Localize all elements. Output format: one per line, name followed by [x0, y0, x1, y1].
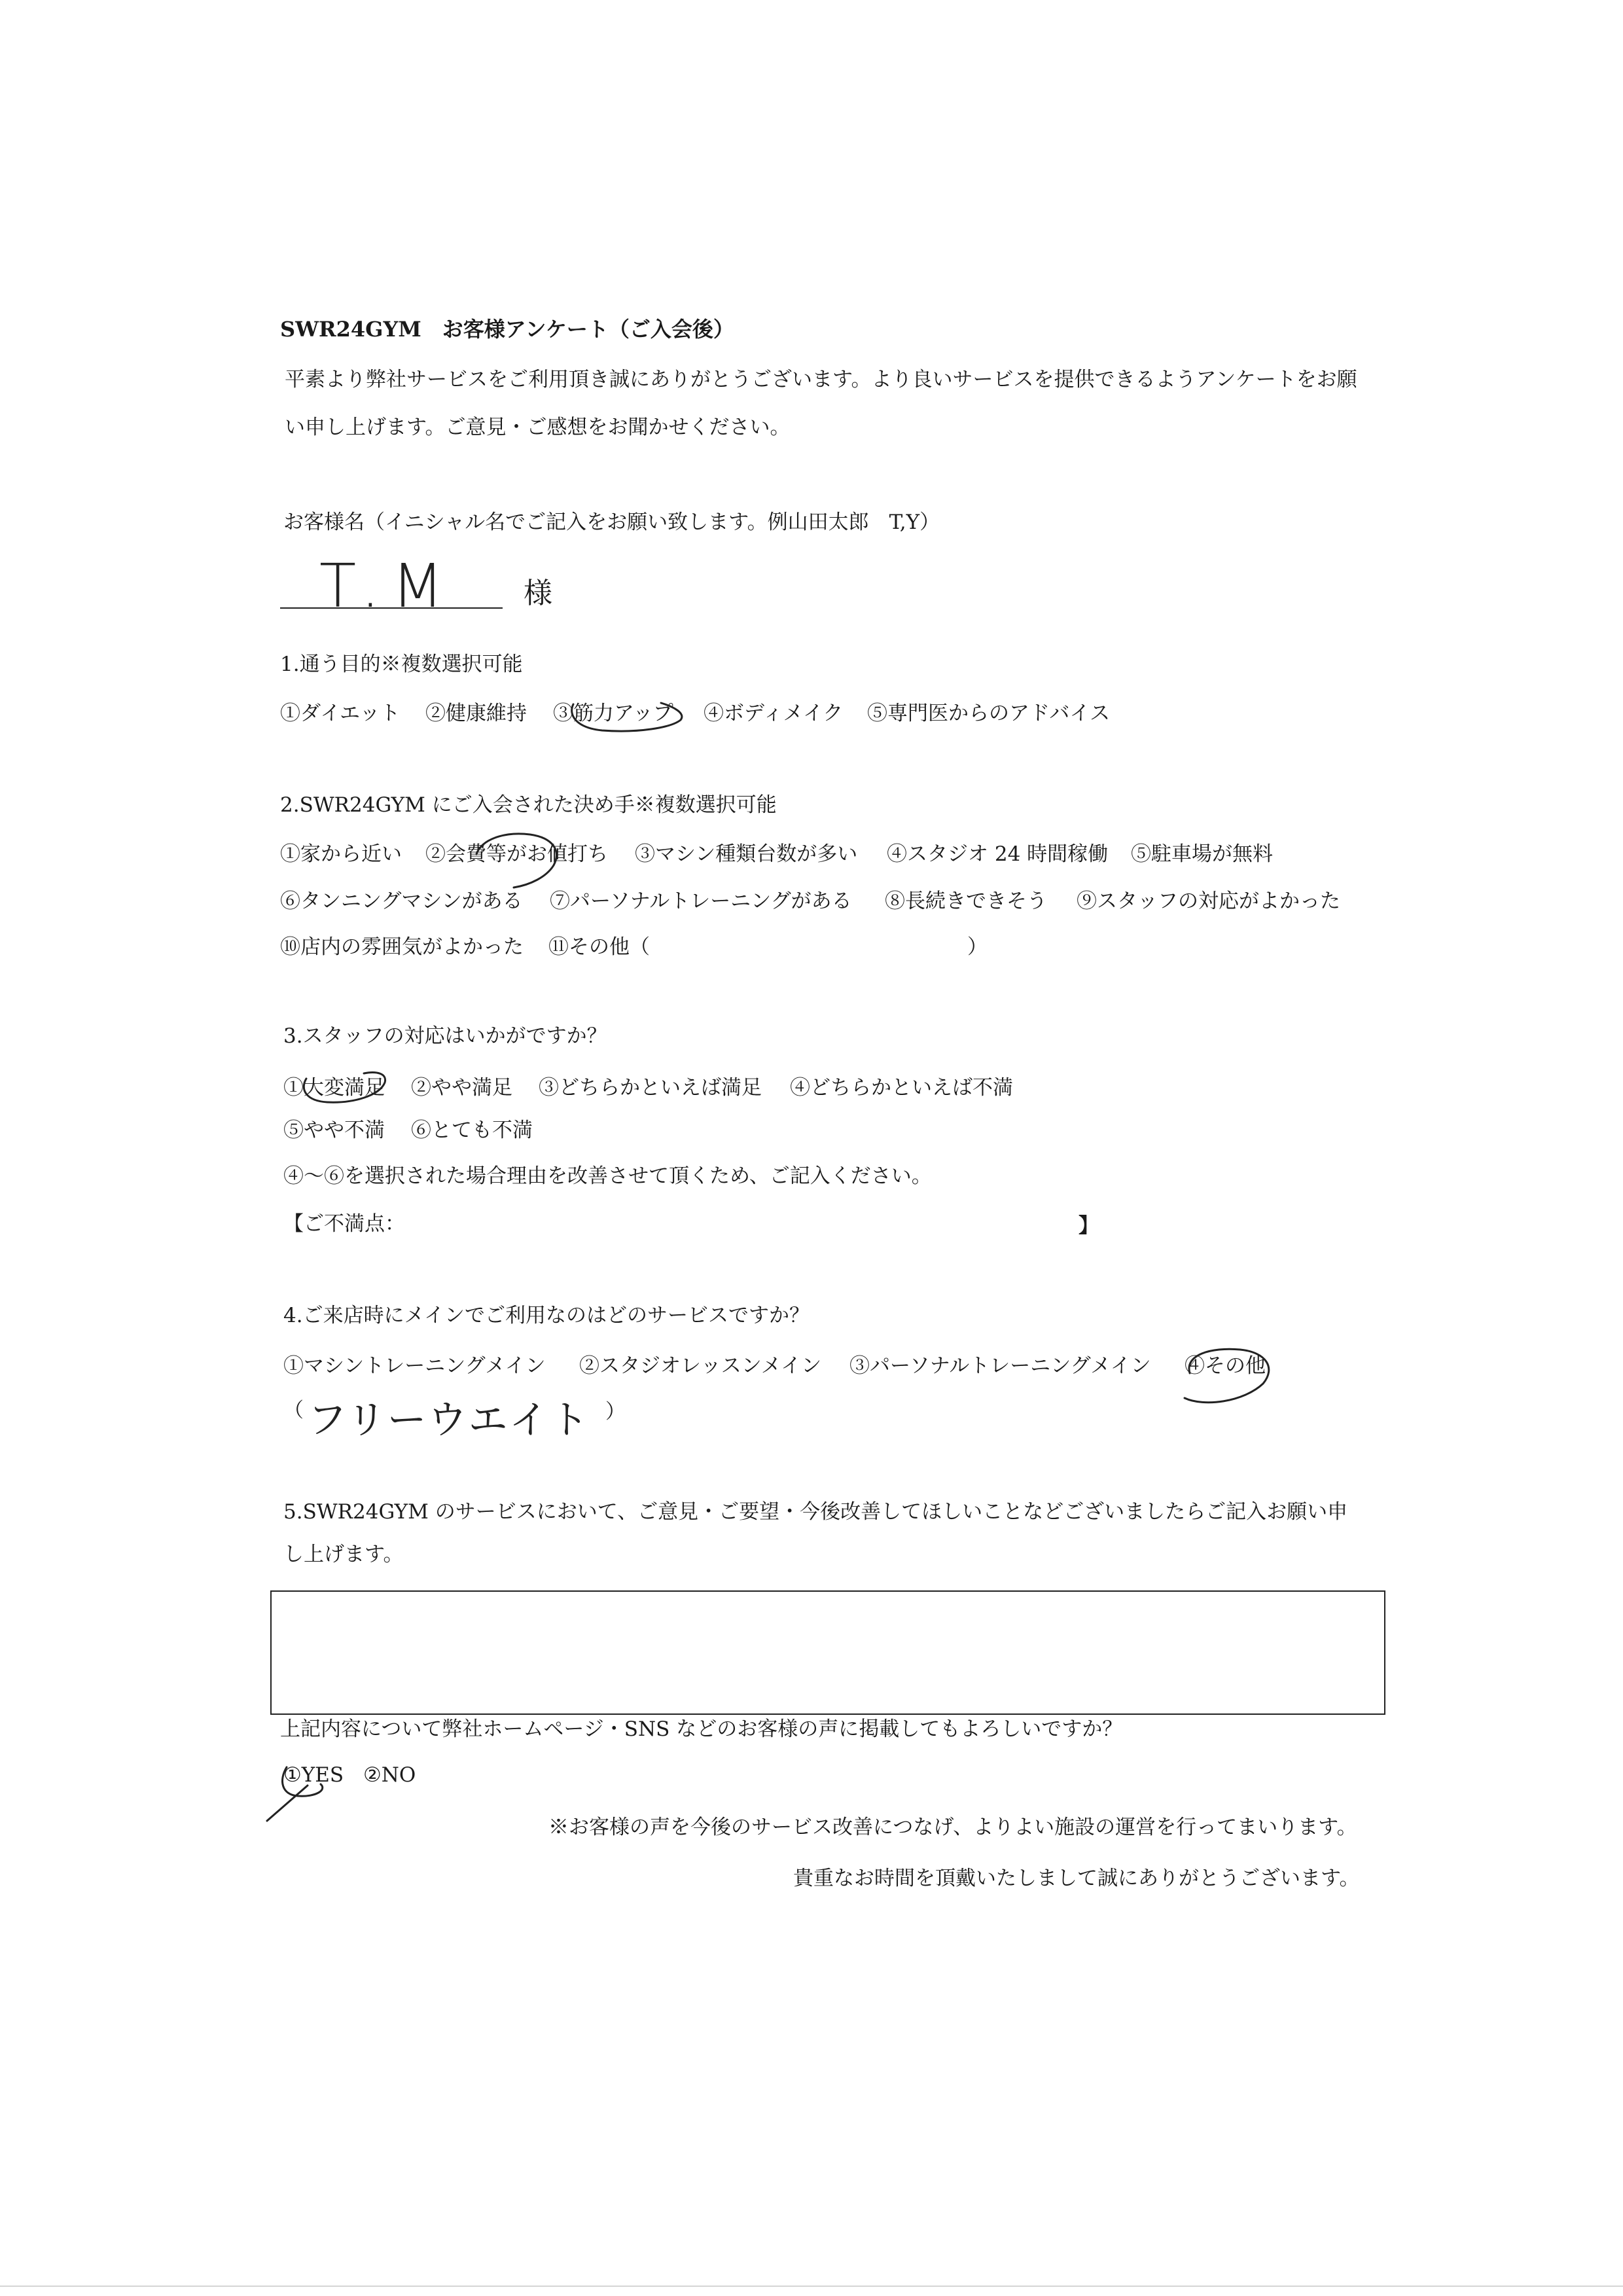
q3-complaint-label[interactable]: 【ご不満点：: [283, 1212, 405, 1236]
q2-option-3[interactable]: ③マシン種類台数が多い: [635, 842, 858, 866]
customer-name-handwritten[interactable]: T.M: [319, 551, 455, 621]
intro-text-line1: 平素より弊社サービスをご利用頂き誠にありがとうございます。より良いサービスを提供できるようアンケートをお願: [285, 368, 1357, 391]
q3-option-4[interactable]: ④どちらかといえば不満: [790, 1076, 1013, 1100]
q1-option-2[interactable]: ②健康維持: [425, 702, 527, 725]
honorific-sama: 様: [524, 577, 552, 610]
customer-name-underline: [280, 607, 503, 609]
q3-complaint-close: 】: [1079, 1214, 1099, 1238]
q1-option-4[interactable]: ④ボディメイク: [704, 702, 844, 725]
comment-box[interactable]: [270, 1590, 1385, 1715]
q1-option-1[interactable]: ①ダイエット: [280, 702, 401, 725]
q1-question: 1.通う目的※複数選択可能: [280, 653, 523, 676]
q3-option-3[interactable]: ③どちらかといえば満足: [539, 1076, 762, 1100]
q4-option-1[interactable]: ①マシントレーニングメイン: [283, 1354, 546, 1378]
consent-question: 上記内容について弊社ホームページ・SNS などのお客様の声に掲載してもよろしいですか？: [280, 1717, 1123, 1741]
q4-option-2[interactable]: ②スタジオレッスンメイン: [579, 1354, 822, 1378]
consent-option-no[interactable]: ②NO: [363, 1763, 416, 1787]
footer-note: ※お客様の声を今後のサービス改善につなげ、よりよい施設の運営を行ってまいります。: [548, 1816, 1357, 1839]
q2-option-9[interactable]: ⑨スタッフの対応がよかった: [1077, 889, 1340, 913]
q2-question: 2.SWR24GYM にご入会された決め手※複数選択可能: [280, 793, 777, 817]
q3-option-6[interactable]: ⑥とても不満: [411, 1119, 533, 1142]
q2-option-6[interactable]: ⑥タンニングマシンがある: [280, 889, 523, 913]
q5-question-line2: し上げます。: [283, 1543, 404, 1566]
q2-option-8[interactable]: ⑧長続きできそう: [885, 889, 1047, 913]
q3-option-5[interactable]: ⑤やや不満: [283, 1119, 385, 1142]
intro-text-line2: い申し上げます。ご意見・ご感想をお聞かせください。: [285, 416, 791, 439]
q2-option-7[interactable]: ⑦パーソナルトレーニングがある: [550, 889, 852, 913]
q1-option-5[interactable]: ⑤専門医からのアドバイス: [867, 702, 1111, 725]
consent-option-yes[interactable]: ①YES: [283, 1763, 344, 1787]
q3-note: ④～⑥を選択された場合理由を改善させて頂くため、ご記入ください。: [283, 1164, 932, 1188]
q3-option-1[interactable]: ①大変満足: [283, 1076, 385, 1100]
q2-other-close-paren: ）: [967, 935, 988, 959]
q4-option-4-other[interactable]: ④その他: [1185, 1354, 1266, 1378]
survey-title: SWR24GYM お客様アンケート（ご入会後）: [280, 317, 734, 342]
q2-option-1[interactable]: ①家から近い: [280, 842, 402, 866]
q3-option-2[interactable]: ②やや満足: [411, 1076, 512, 1100]
q5-question-line1: 5.SWR24GYM のサービスにおいて、ご意見・ご要望・今後改善してほしいことなどございましたらご記入お願い申: [283, 1500, 1348, 1524]
footer-thanks: 貴重なお時間を頂戴いたしまして誠にありがとうございます。: [793, 1867, 1360, 1890]
q4-question: 4.ご来店時にメインでご利用なのはどのサービスですか？: [283, 1304, 810, 1327]
scan-edge-line: [0, 2286, 1623, 2287]
q2-option-2[interactable]: ②会費等がお値打ち: [425, 842, 608, 866]
customer-name-label: お客様名（イニシャル名でご記入をお願い致します。例山田太郎 T,Y）: [283, 511, 940, 534]
q2-option-11-other[interactable]: ⑪その他（: [548, 935, 650, 959]
q2-option-5[interactable]: ⑤駐車場が無料: [1131, 842, 1273, 866]
q3-question: 3.スタッフの対応はいかがですか？: [283, 1024, 607, 1048]
q2-option-10[interactable]: ⑩店内の雰囲気がよかった: [280, 935, 524, 959]
q4-handwritten-answer[interactable]: フリーウエイト: [308, 1397, 590, 1443]
q4-other-close-paren: ）: [605, 1400, 626, 1424]
q4-other-open-paren: （: [283, 1399, 304, 1422]
q2-option-4[interactable]: ④スタジオ 24 時間稼働: [887, 842, 1109, 866]
q4-option-3[interactable]: ③パーソナルトレーニングメイン: [849, 1354, 1151, 1378]
q1-option-3[interactable]: ③筋力アップ: [553, 702, 673, 725]
